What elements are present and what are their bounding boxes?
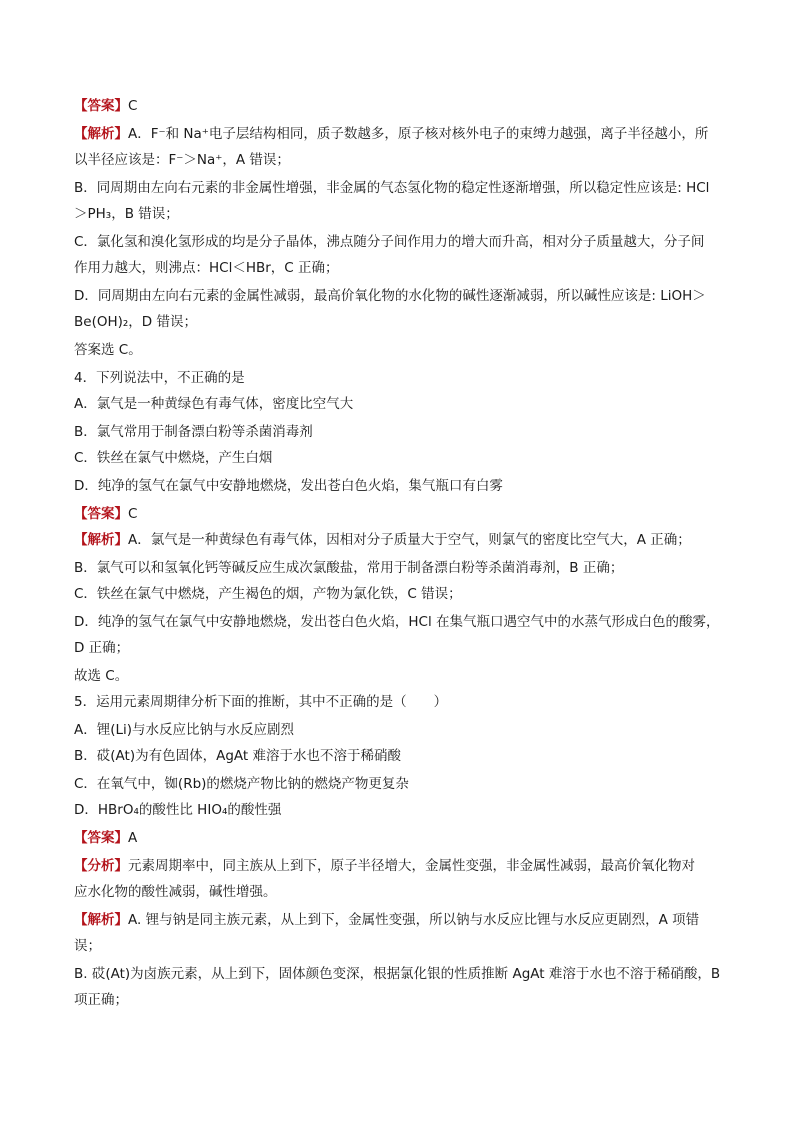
text-line (74, 666, 734, 686)
line-text: D．HBrO₄的酸性比 HIO₄的酸性强 (74, 802, 282, 818)
line-text: A．氯气是一种黄绿色有毒气体，因相对分子质量大于空气，则氯气的密度比空气大，A 正确； (128, 532, 691, 548)
text-line (74, 936, 734, 956)
line-text: 答案选 C。 (74, 342, 142, 358)
line-text: 以半径应该是：F⁻＞Na⁺，A 错误； (74, 152, 290, 168)
line-text: A (128, 830, 138, 846)
section-tag: 【分析】 (74, 858, 128, 874)
text-line (74, 422, 734, 442)
text-line (74, 910, 734, 930)
text-line (74, 584, 734, 604)
text-line (74, 800, 734, 820)
text-line (74, 612, 734, 632)
section-tag: 【答案】 (74, 506, 128, 522)
line-text: 故选 C。 (74, 668, 129, 684)
line-text: D．纯净的氢气在氯气中安静地燃烧，发出苍白色火焰，HCl 在集气瓶口遇空气中的水蒸气形成白色的酸雾， (74, 614, 720, 630)
text-line (74, 286, 734, 306)
line-text: 作用力越大，则沸点：HCl＜HBr，C 正确； (74, 260, 339, 276)
line-text: B．同周期由左向右元素的非金属性增强，非金属的气态氢化物的稳定性逐渐增强，所以稳定性应该是: HCl (74, 180, 710, 196)
line-text: Be(OH)₂，D 错误； (74, 314, 197, 330)
text-line (74, 558, 734, 578)
text-line (74, 530, 734, 550)
line-text: C (128, 506, 138, 522)
text-line (74, 258, 734, 278)
text-line (74, 692, 734, 712)
section-tag: 【解析】 (74, 912, 128, 928)
section-tag: 【解析】 (74, 126, 128, 142)
line-text: C．氯化氢和溴化氢形成的均是分子晶体，沸点随分子间作用力的增大而升高，相对分子质量越大，分子间 (74, 234, 705, 250)
line-text: A. 锂与钠是同主族元素，从上到下，金属性变强，所以钠与水反应比锂与水反应更剧烈，A 项错 (128, 912, 700, 928)
text-line (74, 746, 734, 766)
line-text: 4．下列说法中，不正确的是 (74, 370, 245, 386)
line-text: 误； (74, 938, 101, 954)
line-text: A．F⁻和 Na⁺电子层结构相同，质子数越多，原子核对核外电子的束缚力越强，离子半径越小，所 (128, 126, 709, 142)
line-text: B. 砹(At)为卤族元素，从上到下，固体颜色变深，根据氯化银的性质推断 AgAt 难溶于水也不溶于稀硝酸，B (74, 966, 721, 982)
text-line (74, 394, 734, 414)
text-line (74, 232, 734, 252)
text-line (74, 312, 734, 332)
line-text: D 正确； (74, 640, 130, 656)
line-text: D．纯净的氢气在氯气中安静地燃烧，发出苍白色火焰，集气瓶口有白雾 (74, 478, 503, 494)
text-line (74, 150, 734, 170)
text-line (74, 96, 734, 116)
text-line (74, 828, 734, 848)
line-text: C (128, 98, 138, 114)
text-line (74, 178, 734, 198)
section-tag: 【答案】 (74, 830, 128, 846)
line-text: 5．运用元素周期律分析下面的推断，其中不正确的是（ ） (74, 694, 448, 710)
line-text: C．铁丝在氯气中燃烧，产生褐色的烟，产物为氯化铁，C 错误； (74, 586, 462, 602)
line-text: 元素周期率中，同主族从上到下，原子半径增大，金属性变强，非金属性减弱，最高价氧化物对 (128, 858, 695, 874)
text-line (74, 856, 734, 876)
text-line (74, 774, 734, 794)
line-text: A．氯气是一种黄绿色有毒气体，密度比空气大 (74, 396, 354, 412)
line-text: B．砹(At)为有色固体，AgAt 难溶于水也不溶于稀硝酸 (74, 748, 401, 764)
section-tag: 【答案】 (74, 98, 128, 114)
line-text: 应水化物的酸性减弱，碱性增强。 (74, 884, 277, 900)
line-text: C．铁丝在氯气中燃烧，产生白烟 (74, 450, 273, 466)
text-line (74, 368, 734, 388)
line-text: 项正确； (74, 992, 128, 1008)
text-line (74, 448, 734, 468)
text-line (74, 476, 734, 496)
line-text: B．氯气可以和氢氧化钙等碱反应生成次氯酸盐，常用于制备漂白粉等杀菌消毒剂，B 正确； (74, 560, 624, 576)
line-text: D．同周期由左向右元素的金属性减弱，最高价氧化物的水化物的碱性逐渐减弱，所以碱性应该是: LiOH＞ (74, 288, 706, 304)
text-line (74, 340, 734, 360)
line-text: C．在氧气中，铷(Rb)的燃烧产物比钠的燃烧产物更复杂 (74, 776, 409, 792)
text-line (74, 638, 734, 658)
text-line (74, 720, 734, 740)
text-line (74, 882, 734, 902)
section-tag: 【解析】 (74, 532, 128, 548)
text-line (74, 964, 734, 984)
text-line (74, 204, 734, 224)
text-line (74, 504, 734, 524)
line-text: A．锂(Li)与水反应比钠与水反应剧烈 (74, 722, 295, 738)
text-line (74, 990, 734, 1010)
line-text: B．氯气常用于制备漂白粉等杀菌消毒剂 (74, 424, 313, 440)
text-line (74, 124, 734, 144)
line-text: ＞PH₃，B 错误； (74, 206, 179, 222)
